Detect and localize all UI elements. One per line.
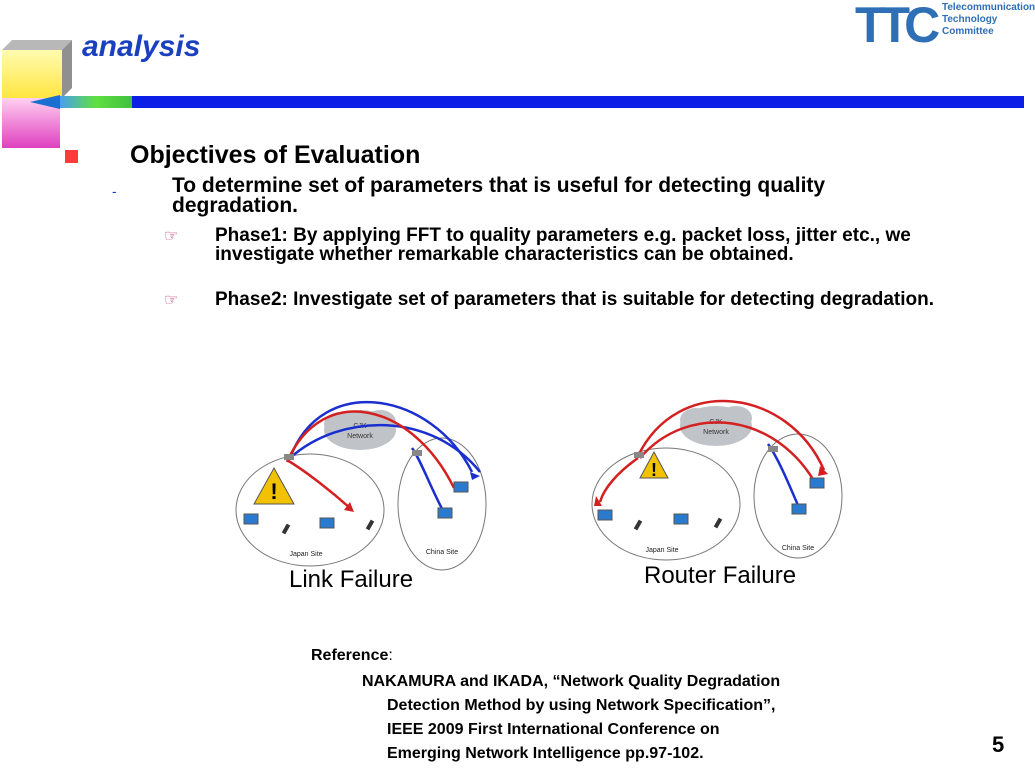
cloud-icon <box>324 410 396 450</box>
router-failure-diagram <box>588 392 848 562</box>
phase1-text: Phase1: By applying FFT to quality parameters e.g. packet loss, jitter etc., we investigate whether remarkable characteristics can be obtained. <box>215 225 911 265</box>
hand-pointer-icon: ☞ <box>164 228 179 245</box>
laptop-icon <box>244 514 258 524</box>
router-icon <box>412 450 422 456</box>
cloud-label-cjk: CJK <box>709 419 723 426</box>
laptop-icon <box>792 504 806 514</box>
laptop-icon <box>320 518 334 528</box>
warning-glyph: ! <box>270 479 278 504</box>
reference-line-4: Emerging Network Intelligence pp.97-102. <box>387 745 704 762</box>
laptop-icon <box>454 482 468 492</box>
header-rule <box>0 95 1024 109</box>
router-failure-caption: Router Failure <box>644 562 797 589</box>
japan-site-label: Japan Site <box>289 551 323 558</box>
router-icon <box>284 454 294 460</box>
reference-line-1: NAKAMURA and IKADA, “Network Quality Degradation <box>362 673 781 690</box>
logo-line-2: Technology <box>942 14 998 25</box>
laptop-icon <box>674 514 688 524</box>
link-failure-caption: Link Failure <box>289 566 414 593</box>
china-site-label: China Site <box>425 549 459 556</box>
logo-line-3: Committee <box>942 26 994 37</box>
ttc-logo-mark: TTC <box>855 0 935 53</box>
phase2-text: Phase2: Investigate set of parameters that is suitable for detecting degradation. <box>215 289 935 310</box>
bullet-square-icon <box>65 150 78 163</box>
sub-bullet-text: To determine set of parameters that is useful for detecting quality degradation. <box>172 174 826 217</box>
reference-label <box>311 647 393 665</box>
router-icon <box>768 446 778 452</box>
laptop-icon <box>438 508 452 518</box>
laptop-icon <box>598 510 612 520</box>
reference-line-3: IEEE 2009 First International Conference on <box>387 721 720 738</box>
reference-body <box>362 670 780 766</box>
sub-bullet-dash: - <box>112 183 117 199</box>
cloud-label-network: Network <box>347 433 373 440</box>
reference-colon: : <box>388 647 393 664</box>
page-number: 5 <box>992 732 1005 757</box>
logo-line-1: Telecommunication <box>942 2 1035 13</box>
link-failure-diagram <box>232 392 494 572</box>
reference-line-2: Detection Method by using Network Specification”, <box>387 697 776 714</box>
hand-pointer-icon: ☞ <box>164 292 179 309</box>
cloud-label-network: Network <box>703 429 729 436</box>
reference-label-text: Reference <box>311 647 389 664</box>
decorative-cube <box>0 38 72 150</box>
slide-title: analysis <box>82 30 201 63</box>
objectives-heading: Objectives of Evaluation <box>130 141 421 169</box>
warning-glyph: ! <box>651 460 657 480</box>
laptop-icon <box>810 478 824 488</box>
japan-site-label: Japan Site <box>645 547 679 554</box>
ttc-logo-text <box>942 2 1035 38</box>
cloud-label-cjk: CJK <box>353 423 367 430</box>
router-icon <box>634 452 644 458</box>
china-site-label: China Site <box>781 545 815 552</box>
